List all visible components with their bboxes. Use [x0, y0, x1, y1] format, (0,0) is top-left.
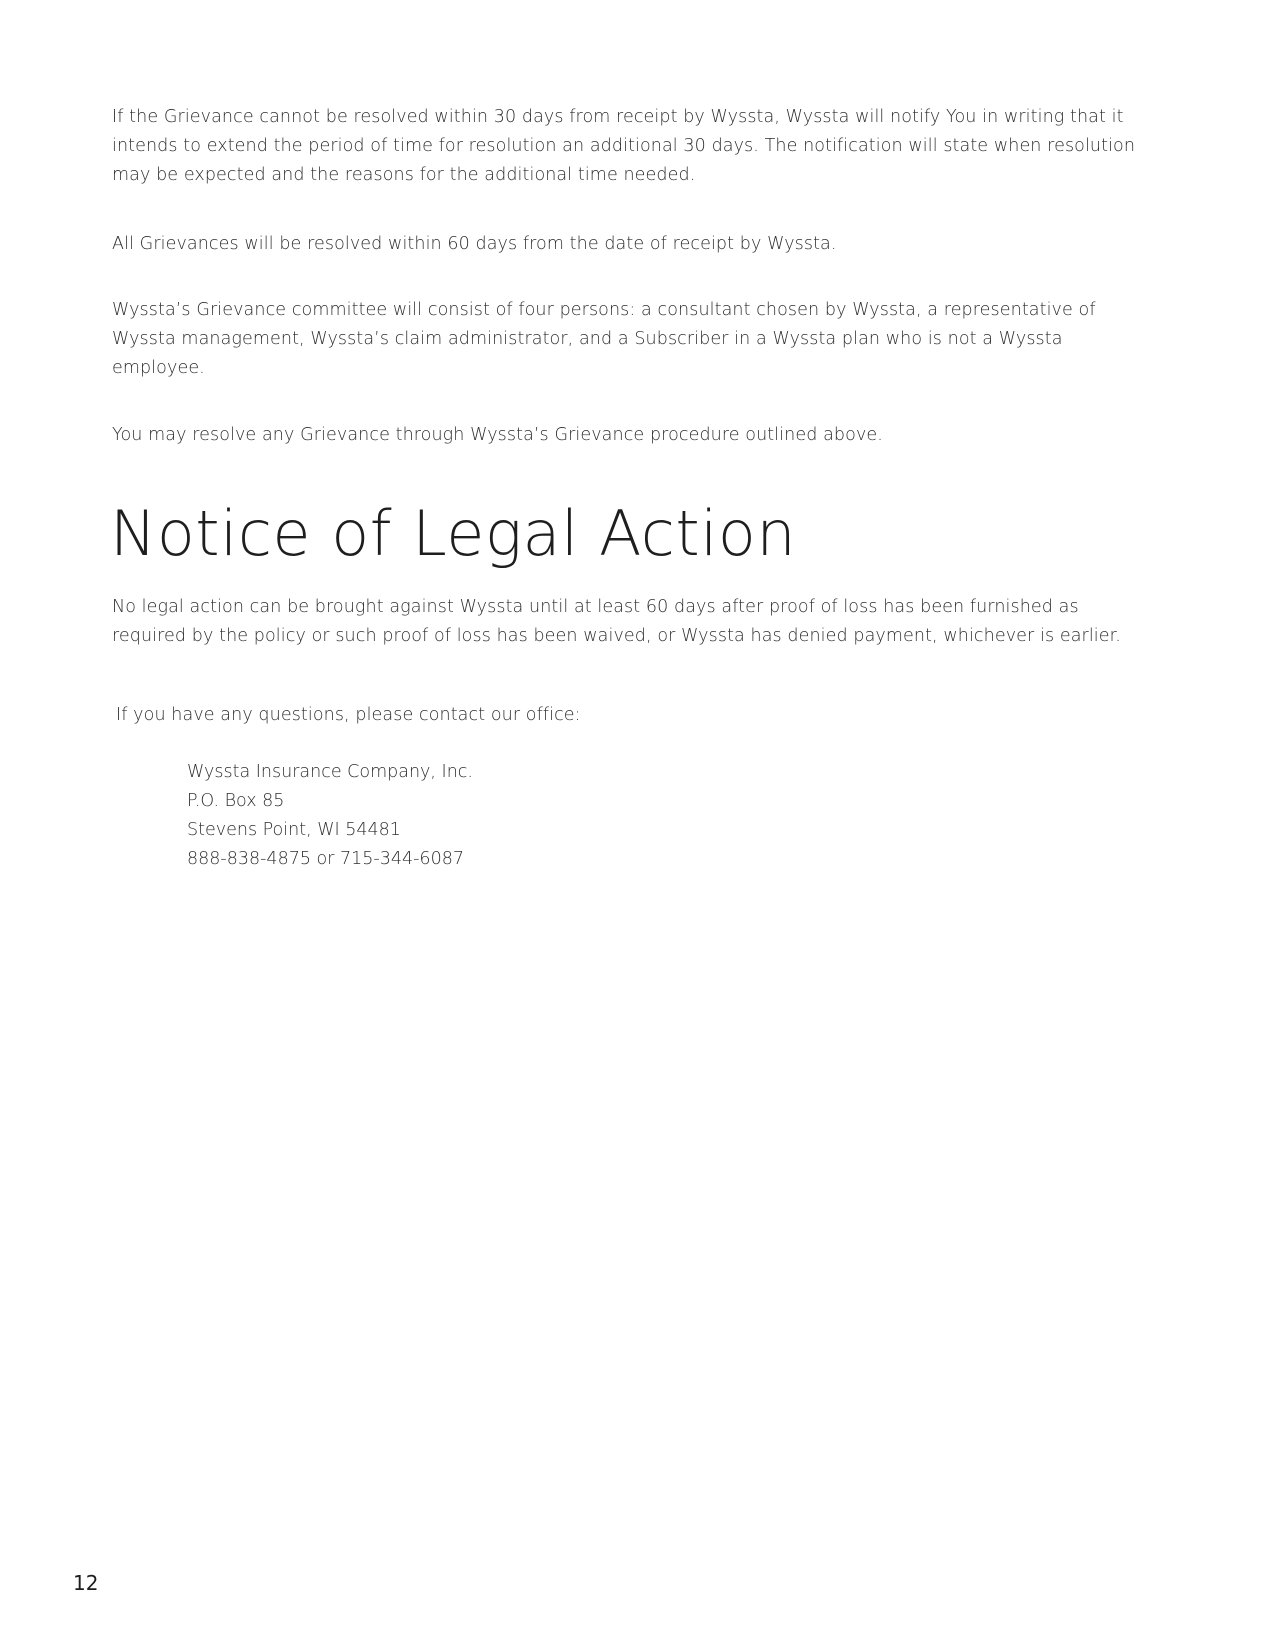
- address-phone: 888-838-4875 or 715-344-6087: [187, 849, 464, 869]
- address-company: Wyssta Insurance Company, Inc.: [187, 762, 473, 782]
- office-address: [187, 758, 473, 874]
- legal-action-paragraph: No legal action can be brought against Wyssta until at least 60 days after proof of loss has been furnished as required by the policy or such proof of loss has been waived, or Wyssta has denied payment, whichever is earlier.: [112, 597, 1121, 646]
- grievance-resolve-paragraph: You may resolve any Grievance through Wyssta’s Grievance procedure outlined above.: [112, 425, 883, 445]
- section-heading: Notice of Legal Action: [110, 497, 797, 570]
- grievance-extension-paragraph: If the Grievance cannot be resolved within 30 days from receipt by Wyssta, Wyssta will notify You in writing that it intends to extend the period of time for resolution an additional 30 days. The notification will state when resolution may be expected and the reasons for the additional time needed.: [112, 107, 1136, 185]
- address-city-state-zip: Stevens Point, WI 54481: [187, 820, 401, 840]
- page-number: 12: [73, 1571, 99, 1595]
- grievance-deadline-paragraph: All Grievances will be resolved within 60 days from the date of receipt by Wyssta.: [112, 234, 837, 254]
- grievance-committee-paragraph: Wyssta’s Grievance committee will consist of four persons: a consultant chosen by Wyssta, a representative of Wyssta management, Wyssta’s claim administrator, and a Subscriber in a Wyssta plan who is not a Wyssta employee.: [112, 300, 1096, 378]
- address-po-box: P.O. Box 85: [187, 791, 285, 811]
- contact-intro-paragraph: If you have any questions, please contact our office:: [116, 705, 581, 725]
